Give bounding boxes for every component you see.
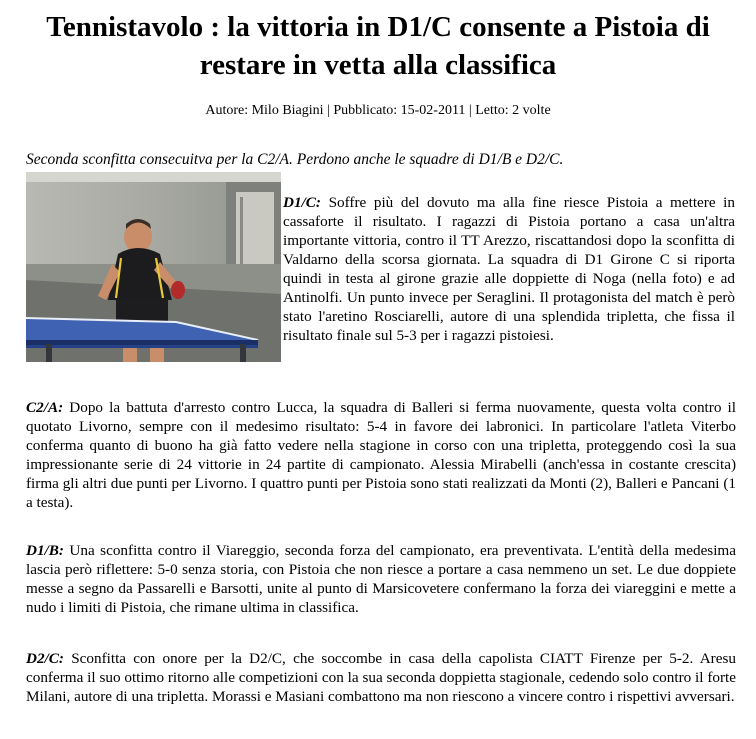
section-label: D1/C: <box>283 194 321 211</box>
article-lead: Seconda sconfitta consecuitva per la C2/A. Perdono anche le squadre di D1/B e D2/C. <box>26 151 564 168</box>
article-photo <box>26 172 281 362</box>
article-title: Tennistavolo : la vittoria in D1/C consente a Pistoia di restare in vetta alla classifica <box>46 11 710 81</box>
section-text: Una sconfitta contro il Viareggio, seconda forza del campionato, era preventivata. L'entità della medesima lascia però riflettere: 5-0 senza storia, con Pistoia che non riesce a portare a casa nemmeno un set. Le due doppiete messe a segno da Passarelli e Barsotti, unite al punto di Marsicovetere confermano la forza dei viareggini e mette a nudo i limiti di Pistoia, che rimane ultima in classifica. <box>26 542 736 616</box>
section-text: Dopo la battuta d'arresto contro Lucca, la squadra di Balleri si ferma nuovamente, questa volta contro il quotato Livorno, sempre con il medesimo risultato: 5-4 in favore dei labronici. In particolare l'atleta Viterbo conferma quanto di buono ha già fatto vedere nella stagione in corso con una tripletta, proteggendo così la sua impressionante serie di 24 vittorie in 24 partite di campionato. Alessia Mirabelli (anch'essa in costante crescita) firma gli altri due punti per Livorno. I quattro punti per Pistoia sono stati realizzati da Monti (2), Balleri e Pancani (1 a testa). <box>26 399 736 511</box>
section-text: Soffre più del dovuto ma alla fine riesce Pistoia a mettere in cassaforte il risultato. I ragazzi di Pistoia portano a casa un'altra importante vittoria, contro il TT Arezzo, riscattandosi dopo la sconfitta di Valdarno della scorsa giornata. La squadra di D1 Girone C si riporta quindi in testa al girone grazie alle doppiette di Noga (nella foto) e ad Antinolfi. Un punto invece per Seraglini. Il protagonista del match è però stato l'aretino Rosciarelli, autore di una splendida tripletta, che fissa il risultato finale sul 5-3 per i ragazzi pistoiesi. <box>283 194 735 344</box>
section-d2c <box>26 649 736 706</box>
section-d1b <box>26 541 736 617</box>
section-text: Sconfitta con onore per la D2/C, che soccombe in casa della capolista CIATT Firenze per 5-2. Aresu conferma il suo ottimo ritorno alle competizioni con la sua seconda doppietta stagionale, cedendo solo contro il forte Milani, autore di una tripletta. Morassi e Masiani combattono ma non riescono a vincere contro i rispettivi avversari. <box>26 650 736 705</box>
section-d1c <box>283 193 735 345</box>
section-label: D1/B: <box>26 542 64 559</box>
article-meta: Autore: Milo Biagini | Pubblicato: 15-02-2011 | Letto: 2 volte <box>205 103 551 118</box>
section-label: C2/A: <box>26 399 64 416</box>
section-c2a <box>26 398 736 512</box>
section-label: D2/C: <box>26 650 64 667</box>
